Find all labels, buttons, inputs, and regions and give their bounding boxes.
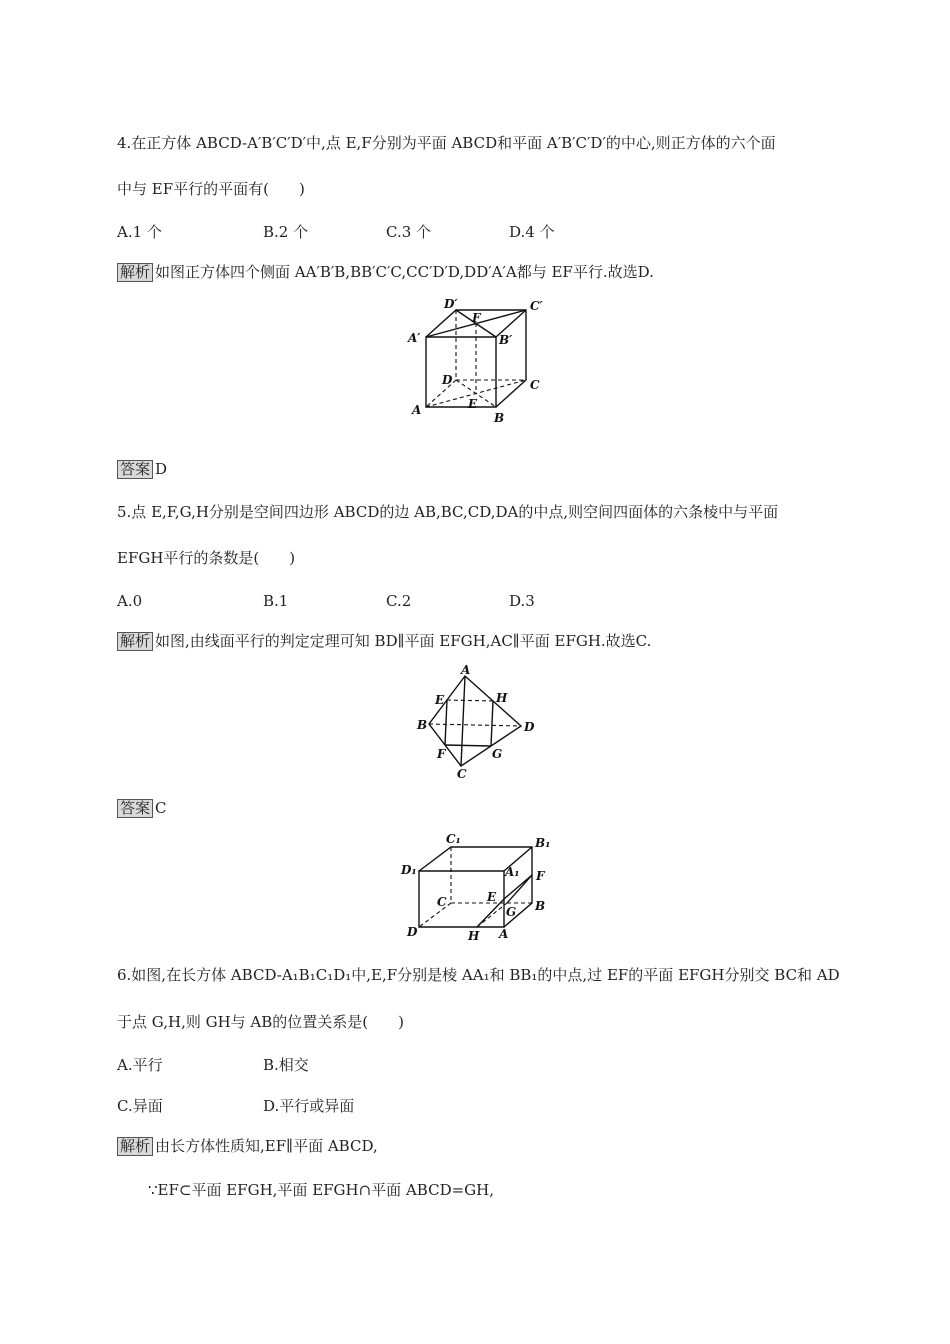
q5-answer-value: C: [155, 799, 167, 817]
q5-stem-line1: 5.点 E,F,G,H分别是空间四边形 ABCD的边 AB,BC,CD,DA的中点,则空间四面体的六条棱中与平面: [117, 503, 779, 521]
q4-label-cp: C′: [530, 299, 543, 313]
q5-label-a: A: [461, 663, 471, 677]
q6-label-f: F: [536, 869, 545, 883]
q5-label-e: E: [435, 693, 445, 707]
q5-label-b: B: [417, 718, 428, 732]
q5-answer: [117, 798, 167, 818]
q6-label-c1: C₁: [446, 832, 461, 846]
q6-option-c: C.异面: [117, 1097, 163, 1115]
q5-label-d: D: [524, 720, 535, 734]
q6-label-e: E: [487, 890, 497, 904]
q6-label-b1: B₁: [535, 836, 551, 850]
q5-label-f: F: [437, 747, 446, 761]
q4-analysis-text: 如图正方体四个侧面 AA′B′B,BB′C′C,CC′D′D,DD′A′A都与 EF平行.故选D.: [155, 263, 654, 281]
q6-label-a: A: [499, 927, 509, 941]
q4-label-d: D: [442, 373, 453, 387]
q6-stem-line1: 6.如图,在长方体 ABCD-A₁B₁C₁D₁中,E,F分别是棱 AA₁和 BB₁的中点,过 EF的平面 EFGH分别交 BC和 AD: [117, 966, 840, 984]
q4-label-dp: D′: [444, 297, 458, 311]
q5-label-h: H: [496, 691, 508, 705]
q4-option-b: B.2 个: [263, 223, 309, 241]
q6-label-h: H: [468, 929, 480, 943]
analysis-tag: 解析: [117, 263, 153, 282]
q4-answer: [117, 459, 167, 479]
q6-label-a1: A₁: [505, 865, 520, 879]
q5-option-b: B.1: [263, 592, 289, 610]
analysis-tag: 解析: [117, 632, 153, 651]
q6-analysis-text: 由长方体性质知,EF∥平面 ABCD,: [155, 1137, 378, 1155]
answer-tag: 答案: [117, 460, 153, 479]
q4-label-ap: A′: [408, 331, 421, 345]
q4-option-a: A.1 个: [117, 223, 162, 241]
analysis-tag: 解析: [117, 1137, 153, 1156]
q5-label-c: C: [457, 767, 467, 781]
q5-label-g: G: [492, 747, 503, 761]
answer-tag: 答案: [117, 799, 153, 818]
q4-stem-line2: 中与 EF平行的平面有( ): [117, 180, 305, 198]
q6-analysis: [117, 1136, 378, 1156]
q6-label-c: C: [437, 895, 447, 909]
q5-analysis-text: 如图,由线面平行的判定定理可知 BD∥平面 EFGH,AC∥平面 EFGH.故选C.: [155, 632, 652, 650]
q6-label-g: G: [506, 905, 517, 919]
q5-stem-line2: EFGH平行的条数是( ): [117, 549, 296, 567]
q4-label-e: E: [468, 397, 478, 411]
q4-stem-line1: 4.在正方体 ABCD-A′B′C′D′中,点 E,F分别为平面 ABCD和平面 A′B′C′D′的中心,则正方体的六个面: [117, 134, 776, 152]
q5-tetrahedron-figure: [410, 662, 550, 782]
q6-label-d: D: [407, 925, 418, 939]
q4-answer-value: D: [155, 460, 168, 478]
q4-option-d: D.4 个: [509, 223, 555, 241]
q4-label-f: F: [472, 311, 481, 325]
q6-option-d: D.平行或异面: [263, 1097, 355, 1115]
q6-analysis-line2: ∵EF⊂平面 EFGH,平面 EFGH∩平面 ABCD=GH,: [148, 1181, 494, 1199]
q5-option-a: A.0: [117, 592, 143, 610]
q4-label-c: C: [530, 378, 540, 392]
q4-label-a: A: [412, 403, 422, 417]
q6-option-a: A.平行: [117, 1056, 163, 1074]
q4-option-c: C.3 个: [386, 223, 432, 241]
q6-label-d1: D₁: [401, 863, 417, 877]
q4-label-bp: B′: [499, 333, 513, 347]
q6-stem-line2: 于点 G,H,则 GH与 AB的位置关系是( ): [117, 1013, 404, 1031]
q6-cuboid-figure: [395, 828, 565, 946]
q5-option-d: D.3: [509, 592, 535, 610]
q6-option-b: B.相交: [263, 1056, 309, 1074]
q4-cube-figure: [400, 292, 550, 432]
q5-analysis: [117, 631, 651, 651]
q5-option-c: C.2: [386, 592, 412, 610]
q4-label-b: B: [494, 411, 505, 425]
q6-label-b: B: [535, 899, 546, 913]
q4-analysis: [117, 262, 654, 282]
